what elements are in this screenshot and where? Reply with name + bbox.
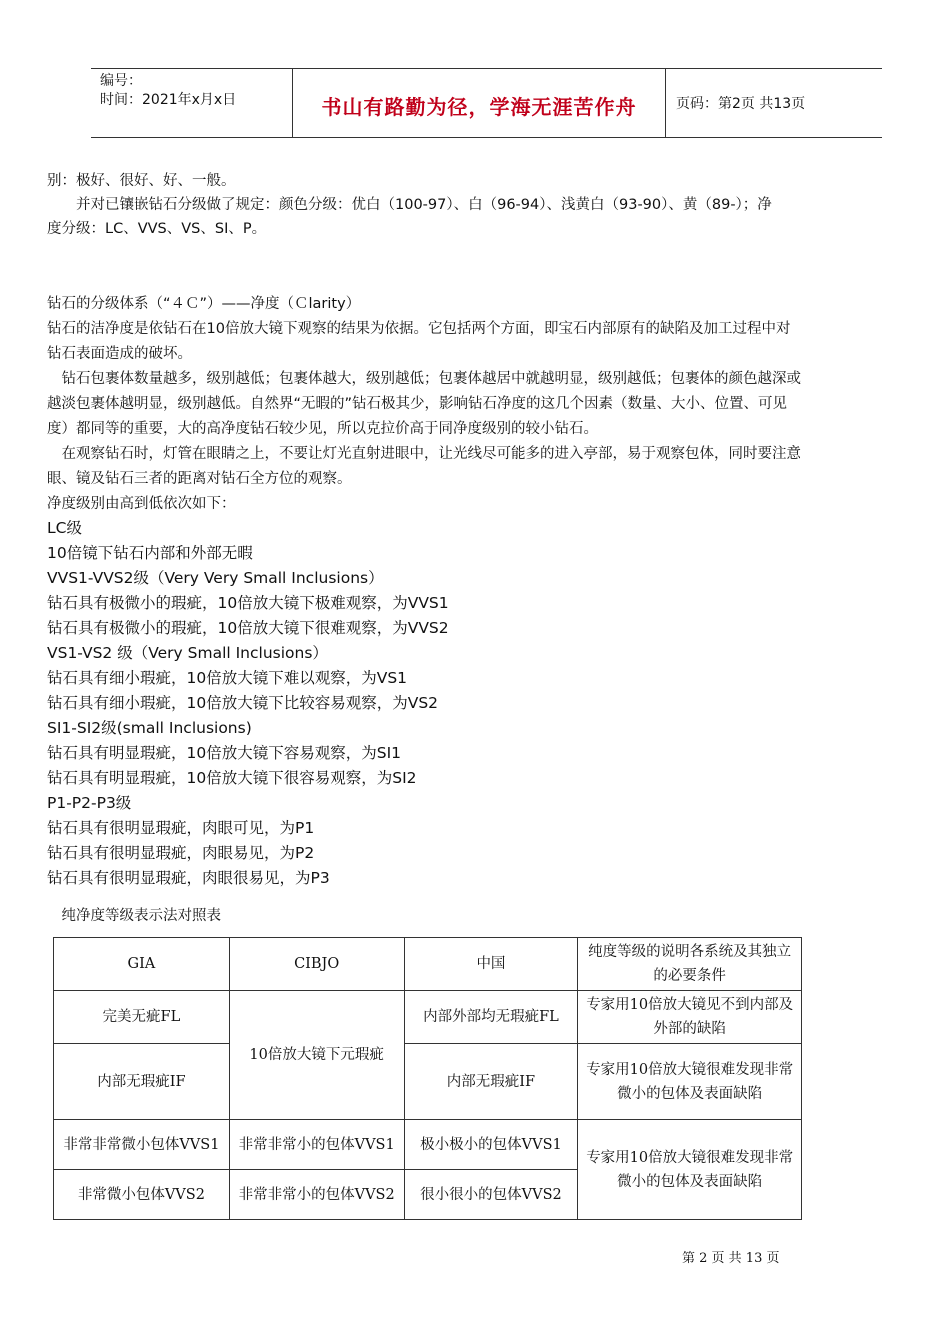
table-cell: 很小很小的包体VVS2 bbox=[404, 1170, 578, 1220]
doc-time-label: 时间：2021年x月x日 bbox=[100, 92, 237, 108]
table-caption: 纯净度等级表示法对照表 bbox=[47, 908, 221, 924]
body-line: 钻石的洁净度是依钻石在10倍放大镜下观察的结果为依据。它包括两个方面，即宝石内部原有的缺陷及加工过程中对 bbox=[47, 321, 791, 337]
body-line: 钻石包裹体数量越多，级别越低；包裹体越大，级别越低；包裹体越居中就越明显，级别越低；包裹体的颜色越深或 bbox=[47, 371, 801, 387]
grade-line: 钻石具有很明显瑕疵，肉眼可见，为P1 bbox=[47, 819, 315, 837]
body-line: 度分级：LC、VVS、VS、SI、P。 bbox=[47, 221, 267, 237]
grade-heading: SI1-SI2级(small Inclusions) bbox=[47, 719, 252, 737]
table-header-cell: CIBJO bbox=[229, 938, 404, 991]
table-cell: 内部外部均无瑕疵FL bbox=[404, 991, 578, 1044]
table-cell: 专家用10倍放大镜很难发现非常微小的包体及表面缺陷 bbox=[578, 1044, 802, 1120]
body-line: 并对已镶嵌钻石分级做了规定：颜色分级：优白（100-97）、白（96-94）、浅黄白（93-90）、黄（89-）；净 bbox=[47, 197, 772, 213]
clarity-comparison-table bbox=[53, 937, 802, 1220]
grade-line: 钻石具有极微小的瑕疵，10倍放大镜下极难观察，为VVS1 bbox=[47, 594, 449, 612]
page-header bbox=[91, 68, 882, 138]
header-page-number: 页码：第2页 共13页 bbox=[676, 96, 806, 112]
table-cell: 10倍放大镜下元瑕疵 bbox=[229, 991, 404, 1120]
body-line: 眼、镜及钻石三者的距离对钻石全方位的观察。 bbox=[47, 471, 352, 487]
body-line: 别：极好、很好、好、一般。 bbox=[47, 173, 236, 189]
body-line: 在观察钻石时，灯管在眼睛之上，不要让灯光直射进眼中，让光线尽可能多的进入亭部，易于观察包体，同时要注意 bbox=[47, 446, 801, 462]
grade-heading: VVS1-VVS2级（Very Very Small Inclusions） bbox=[47, 569, 384, 587]
header-meta-cell bbox=[91, 69, 293, 137]
header-motto-cell bbox=[293, 69, 666, 137]
body-line: 度）都同等的重要，大的高净度钻石较少见，所以克拉价高于同净度级别的较小钻石。 bbox=[47, 421, 598, 437]
grade-line: 钻石具有极微小的瑕疵，10倍放大镜下很难观察，为VVS2 bbox=[47, 619, 449, 637]
body-line: 钻石表面造成的破坏。 bbox=[47, 346, 192, 362]
grade-line: 钻石具有明显瑕疵，10倍放大镜下容易观察，为SI1 bbox=[47, 744, 401, 762]
table-header-row bbox=[54, 938, 802, 991]
table-cell: 内部无瑕疵IF bbox=[54, 1044, 230, 1120]
table-header-cell: GIA bbox=[54, 938, 230, 991]
grade-line: 钻石具有很明显瑕疵，肉眼易见，为P2 bbox=[47, 844, 315, 862]
doc-number-label: 编号： bbox=[100, 73, 142, 89]
grade-line: 钻石具有细小瑕疵，10倍放大镜下比较容易观察，为VS2 bbox=[47, 694, 439, 712]
table-row bbox=[54, 1044, 802, 1120]
table-row bbox=[54, 991, 802, 1044]
table-cell: 非常非常小的包体VVS1 bbox=[229, 1120, 404, 1170]
grade-line: 10倍镜下钻石内部和外部无暇 bbox=[47, 544, 253, 562]
table-cell: 非常非常微小包体VVS1 bbox=[54, 1120, 230, 1170]
table-cell: 非常非常小的包体VVS2 bbox=[229, 1170, 404, 1220]
grade-heading: LC级 bbox=[47, 519, 82, 537]
header-motto: 书山有路勤为径，学海无涯苦作舟 bbox=[321, 95, 637, 119]
table-cell: 极小极小的包体VVS1 bbox=[404, 1120, 578, 1170]
grade-heading: VS1-VS2 级（Very Small Inclusions） bbox=[47, 644, 328, 662]
table-cell: 专家用10倍放大镜很难发现非常微小的包体及表面缺陷 bbox=[578, 1120, 802, 1220]
table-cell: 内部无瑕疵IF bbox=[404, 1044, 578, 1120]
header-page-cell bbox=[666, 69, 882, 137]
page-footer: 第 2 页 共 13 页 bbox=[682, 1251, 780, 1266]
grade-line: 钻石具有细小瑕疵，10倍放大镜下难以观察，为VS1 bbox=[47, 669, 408, 687]
table-row bbox=[54, 1120, 802, 1170]
grade-heading: P1-P2-P3级 bbox=[47, 794, 132, 812]
table-cell: 专家用10倍放大镜见不到内部及外部的缺陷 bbox=[578, 991, 802, 1044]
body-line: 净度级别由高到低依次如下： bbox=[47, 496, 236, 512]
table-cell: 非常微小包体VVS2 bbox=[54, 1170, 230, 1220]
grade-line: 钻石具有很明显瑕疵，肉眼很易见，为P3 bbox=[47, 869, 330, 887]
table-header-cell: 中国 bbox=[404, 938, 578, 991]
table-cell: 完美无疵FL bbox=[54, 991, 230, 1044]
table-header-cell: 纯度等级的说明各系统及其独立的必要条件 bbox=[578, 938, 802, 991]
grade-line: 钻石具有明显瑕疵，10倍放大镜下很容易观察，为SI2 bbox=[47, 769, 417, 787]
body-line: 越淡包裹体越明显，级别越低。自然界“无暇的”钻石极其少，影响钻石净度的这几个因素（数量、大小、位置、可见 bbox=[47, 396, 788, 412]
section-heading: 钻石的分级体系（“４Ｃ”）——净度（Ｃlarity） bbox=[47, 296, 361, 312]
